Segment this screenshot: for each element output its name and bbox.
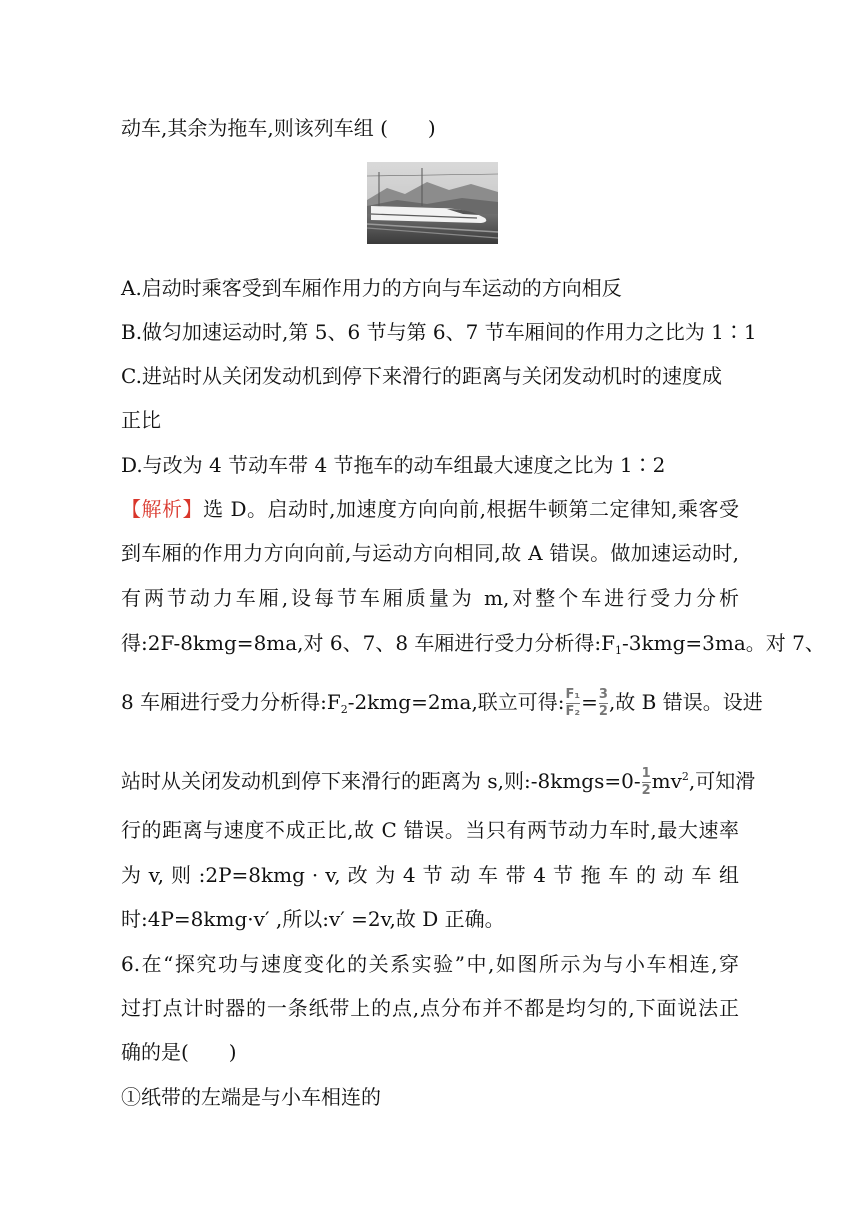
analysis-line-6 [121, 764, 755, 798]
analysis-text-1: 选 D。启动时,加速度方向向前,根据牛顿第二定律知,乘客受 [203, 497, 740, 521]
a5-post: ,故 B 错误。设进 [608, 690, 763, 714]
a4-post: -3kmg=3ma。对 7、 [622, 631, 825, 655]
a6-mv: mv [651, 769, 682, 793]
a4-sub: 1 [615, 644, 623, 657]
a5-eq: = [581, 690, 598, 714]
analysis-line-4 [121, 630, 825, 664]
frac3-den: 2 [641, 783, 651, 798]
option-c-line-2: 正比 [121, 408, 161, 432]
frac3-num: 1 [641, 766, 651, 781]
analysis-line-1 [121, 496, 739, 522]
question-6-line-2: 过打点计时器的一条纸带上的点,点分布并不都是均匀的,下面说法正 [121, 996, 739, 1020]
a6-sup: 2 [681, 770, 689, 783]
frac1-num: F₁ [565, 687, 581, 702]
option-c-line-1: C.进站时从关闭发动机到停下来滑行的距离与关闭发动机时的速度成 [121, 364, 722, 388]
a5-mid: -2kmg=2ma,联立可得: [347, 690, 565, 714]
frac1-den: F₂ [565, 704, 581, 719]
analysis-line-5 [121, 688, 763, 723]
a5-sub: 2 [340, 703, 348, 716]
a5-pre: 8 车厢进行受力分析得:F [121, 690, 341, 714]
fraction-3-2 [599, 688, 608, 719]
train-photo [367, 162, 498, 244]
analysis-line-7: 行的距离与速度不成正比,故 C 错误。当只有两节动力车时,最大速率 [121, 818, 739, 842]
option-a: A.启动时乘客受到车厢作用力的方向与车运动的方向相反 [121, 276, 622, 300]
analysis-line-8: 为 v, 则 :2P=8kmg · v, 改 为 4 节 动 车 带 4 节 拖 车 的 动 车 组 [121, 863, 739, 887]
line-1: 动车,其余为拖车,则该列车组 ( ) [121, 116, 436, 140]
analysis-tag: 【解析】 [121, 497, 204, 521]
a4-pre: 得:2F-8kmg=8ma,对 6、7、8 车厢进行受力分析得:F [121, 631, 616, 655]
fraction-f1-f2 [566, 688, 581, 719]
analysis-line-3: 有两节动力车厢,设每节车厢质量为 m,对整个车进行受力分析 [121, 586, 739, 610]
a6-post: ,可知滑 [688, 769, 756, 793]
analysis-line-2: 到车厢的作用力方向向前,与运动方向相同,故 A 错误。做加速运动时, [121, 541, 739, 565]
frac2-den: 2 [598, 704, 608, 719]
frac2-num: 3 [598, 687, 608, 702]
fraction-1-2 [642, 767, 651, 798]
option-d: D.与改为 4 节动车带 4 节拖车的动车组最大速度之比为 1∶2 [121, 453, 666, 477]
statement-1: ①纸带的左端是与小车相连的 [121, 1085, 381, 1109]
question-6-line-3: 确的是( ) [121, 1040, 237, 1064]
analysis-line-9: 时:4P=8kmg·v′ ,所以:v′ =2v,故 D 正确。 [121, 907, 505, 931]
question-6-line-1: 6.在“探究功与速度变化的关系实验”中,如图所示为与小车相连,穿 [121, 952, 739, 976]
a6-pre: 站时从关闭发动机到停下来滑行的距离为 s,则:-8kmgs=0- [121, 769, 641, 793]
option-b: B.做匀加速运动时,第 5、6 节与第 6、7 节车厢间的作用力之比为 1∶1 [121, 320, 757, 344]
